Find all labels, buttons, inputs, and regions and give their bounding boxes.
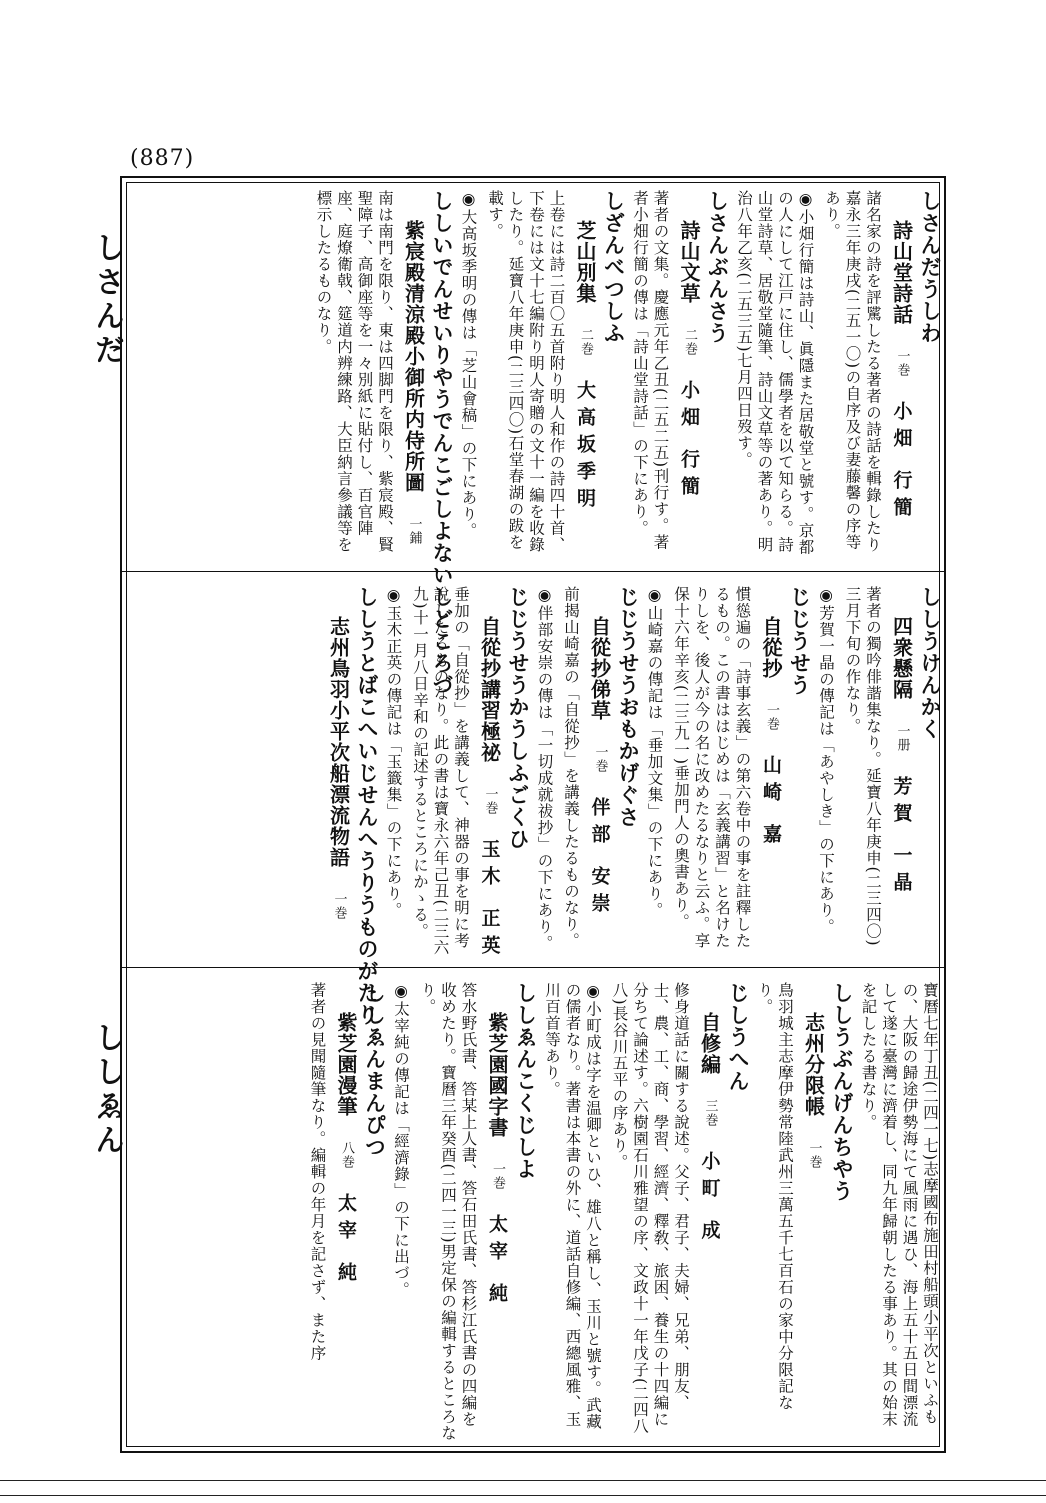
entry-description: 著者の文集。慶應元年乙丑(二五二五)刊行す。著者小畑行簡の傳は「詩山堂詩話」の下にあり。 bbox=[631, 190, 670, 551]
footer-rule bbox=[0, 1480, 1046, 1481]
entry-description: 著者の獨吟俳諧集なり。延寶八年庚申(二三四〇)三月下旬の作なり。 bbox=[843, 586, 882, 947]
entry-note: ◉太宰純の傳記は「經濟錄」の下に出づ。 bbox=[392, 982, 410, 1298]
entry-title-line bbox=[487, 982, 508, 1442]
footer-rule bbox=[0, 1495, 1046, 1496]
entry-author: 大高坂季明 bbox=[574, 380, 596, 515]
entry-description: 上卷には詩二百〇五首附り明人和作の詩四十首、下卷には文十七編附り明人寄贈の文十一編を收錄したり。延寶八年庚申(二三四〇)石堂春湖の跋を載す。 bbox=[486, 190, 566, 553]
dictionary-entry bbox=[542, 982, 749, 1442]
dictionary-entry bbox=[383, 586, 530, 962]
entry-reading: しさんだうしわ bbox=[918, 190, 942, 344]
section-bottom bbox=[301, 982, 940, 1442]
entry-reading: しざんべつしふ bbox=[601, 190, 626, 344]
entry-title-line bbox=[403, 190, 424, 565]
entry-title-line bbox=[575, 190, 596, 565]
entry-title: 志州鳥羽小平次船漂流物語 bbox=[326, 616, 351, 868]
entry-title-line bbox=[336, 982, 357, 1442]
entry-volumes: 一巻 bbox=[764, 703, 779, 731]
entry-title-line bbox=[477, 586, 502, 962]
entry-volumes: 一册 bbox=[894, 724, 910, 752]
side-label-bottom: ししゑん bbox=[89, 1022, 124, 1158]
dictionary-entry bbox=[326, 586, 379, 1026]
entry-title: 自從抄講習極祕 bbox=[477, 616, 502, 763]
entry-volumes: 一巻 bbox=[894, 349, 910, 377]
entry-title: 紫宸殿清涼殿小御所内侍所圖 bbox=[401, 220, 426, 493]
entry-author: 小町 成 bbox=[698, 1151, 721, 1247]
entry-author: 玉木 正英 bbox=[478, 839, 501, 962]
entry-title: 自從抄 bbox=[759, 616, 783, 679]
entry-description: 答水野氏書、答某上人書、答石田氏書、答杉江氏書の四編を收めたり。寶曆三年癸酉(二四一三)男定保の編輯するところなり。 bbox=[418, 982, 478, 1442]
entry-reading: ししうけんかく bbox=[918, 586, 942, 740]
dictionary-entry bbox=[754, 982, 852, 1442]
entry-title-line bbox=[699, 982, 720, 1442]
dictionary-entry bbox=[307, 982, 385, 1442]
entry-title: 紫芝園漫筆 bbox=[334, 1012, 358, 1117]
entry-reading: じしうへん bbox=[726, 982, 750, 1092]
entry-volumes: 二巻 bbox=[682, 328, 697, 356]
entry-reading: ししうぶんげんちやう bbox=[830, 982, 854, 1202]
entry-title-line bbox=[679, 190, 700, 565]
entry-description: 寶曆七年丁丑(二四一七)志摩國布施田村船頭小平次といふもの、大阪の歸途伊勢海にて風雨に遇ひ、海上五十五日間漂流して遂に臺灣に濟着し、同九年歸朝したる事あり。其の始末を記したる書なり。 bbox=[859, 982, 939, 1428]
entry-volumes: 八巻 bbox=[339, 1141, 354, 1169]
entry-volumes: 一巻 bbox=[331, 892, 347, 920]
entry-description: 諸名家の詩を評騭したる著者の詩話を輯錄したり嘉永三年庚戌(二五一〇)の自序及び妻藤馨の序等あり。 bbox=[823, 190, 882, 553]
entry-description: 前揭山崎嘉の「自從抄」を講義したるものなり。 bbox=[562, 586, 580, 949]
page-number: (887) bbox=[130, 146, 195, 171]
entry-title-line bbox=[761, 586, 782, 958]
entry-note: ◉山崎嘉の傳記は「垂加文集」の下にあり。 bbox=[645, 586, 664, 919]
entry-description: 修身道話に關する說述。父子、君子、夫婦、兄弟、朋友、士、農、工、商、學習、經濟、釋敎、旅困、養生の十四編に分ちて論述す。六樹園石川雅望の序、文政十一年戊子(二四八八)長谷川五平の序あり。 bbox=[610, 982, 690, 1435]
entry-title: 詩山文草 bbox=[677, 220, 701, 304]
entry-title-line bbox=[589, 586, 610, 958]
entry-title-line bbox=[328, 586, 349, 958]
section-middle bbox=[320, 586, 942, 1026]
entry-title-line bbox=[891, 190, 912, 565]
dictionary-entry bbox=[313, 190, 454, 696]
entry-description: 垂加の「自從抄」を講義して、神器の事を明に考說したるものなり。此の書は寶永六年己丑(二三六九)十一月八日辛和の記述するところにかゝる。 bbox=[411, 586, 470, 957]
side-label-top: しさんだ bbox=[89, 232, 124, 368]
entry-description: 鳥羽城主志摩伊勢常陸武州三萬五千七百石の家中分限記なり。 bbox=[755, 982, 794, 1411]
entry-title-line bbox=[891, 586, 912, 958]
dictionary-entry bbox=[534, 586, 638, 958]
entry-author: 小畑 行簡 bbox=[890, 401, 913, 524]
entry-author: 芳賀 一晶 bbox=[890, 776, 913, 899]
entry-description: 著者の見聞隨筆なり。編輯の年月を記さず、また序 bbox=[308, 982, 327, 1362]
entry-note: ◉芳賀一晶の傳記は「あやしき」の下にあり。 bbox=[817, 586, 835, 935]
entry-volumes: 一鋪 bbox=[406, 517, 422, 545]
dictionary-entry bbox=[391, 982, 536, 1442]
entry-author: 山崎 嘉 bbox=[760, 755, 782, 851]
entry-volumes: 一巻 bbox=[806, 1141, 822, 1169]
entry-volumes: 一巻 bbox=[592, 745, 608, 773]
entry-volumes: 三巻 bbox=[702, 1099, 718, 1127]
dictionary-entry bbox=[734, 190, 941, 565]
section-divider bbox=[120, 571, 946, 572]
entry-note: ◉大高坂季明の傳は「芝山會稿」の下にあり。 bbox=[459, 190, 478, 539]
entry-author: 小畑 行簡 bbox=[678, 380, 700, 503]
entry-note: ◉玉木正英の傳記は「玉籤集」の下にあり。 bbox=[384, 586, 403, 919]
entry-note: ◉小町成は字を温卿といひ、雄八と稱し、玉川と號す。武藏の儒者なり。著書は本書の外に、道話自修編、西總風雅、玉川百首等あり。 bbox=[543, 982, 602, 1430]
entry-description: 慣慫遍の「詩事玄義」の第六卷中の事を註釋したるもの。この書ははじめは「玄義講習」と名けたりしを、後人が今の名に改めたるなりと云ふ。享保十六年辛亥(二三九一)垂加門人の奧書あり。 bbox=[672, 586, 752, 949]
entry-volumes: 二巻 bbox=[578, 328, 593, 356]
entry-reading: ししいでんせいりやうでんこごしよないしどころづ bbox=[430, 190, 454, 696]
entry-author: 伴部 安崇 bbox=[588, 797, 611, 920]
dictionary-entry bbox=[458, 190, 624, 565]
entry-reading: じじうせうかうしふごくひ bbox=[506, 586, 530, 850]
entry-title: 自從抄俤草 bbox=[587, 616, 612, 721]
entry-title: 自修編 bbox=[697, 1012, 722, 1075]
entry-reading: ししゑんこくじしよ bbox=[513, 982, 538, 1180]
dictionary-entry bbox=[816, 586, 941, 958]
entry-reading: ししゑんまんぴつ bbox=[362, 982, 387, 1158]
entry-title-line bbox=[803, 982, 824, 1442]
entry-author: 太宰 純 bbox=[486, 1214, 508, 1310]
section-divider bbox=[120, 967, 946, 968]
entry-title: 志州分限帳 bbox=[801, 1012, 826, 1117]
dictionary-entry bbox=[630, 190, 728, 565]
dictionary-entry bbox=[858, 982, 940, 1442]
entry-title: 詩山堂詩話 bbox=[889, 220, 914, 325]
entry-note: ◉伴部安崇の傳は「一切成就祓抄」の下にあり。 bbox=[535, 586, 554, 952]
entry-reading: じじうせう bbox=[787, 586, 812, 696]
entry-title: 紫芝園國字書 bbox=[485, 1012, 509, 1138]
entry-author: 太宰 純 bbox=[335, 1193, 357, 1289]
entry-reading: ししうとばこへいじせんへうりうものがたり bbox=[355, 586, 379, 1026]
entry-title: 芝山別集 bbox=[573, 220, 597, 304]
entry-volumes: 一巻 bbox=[490, 1162, 505, 1190]
entry-reading: しさんぶんさう bbox=[705, 190, 730, 344]
entry-title: 四衆懸隔 bbox=[889, 616, 914, 700]
entry-volumes: 一巻 bbox=[482, 787, 498, 815]
entry-description: 南は南門を限り、東は四脚門を限り、紫宸殿、賢聖障子、高御座等を一々別紙に貼付し、百官陣座、庭燎衛戟、筵道内辨練路、大臣納言參議等を標示したるものなり。 bbox=[314, 190, 394, 553]
dictionary-entry bbox=[644, 586, 810, 958]
entry-note: ◉小畑行簡は詩山、眞隱また居敬堂と號す。京都の人にして江戸に住し、儒學者を以て知らる。詩山堂詩草、居敬堂隨筆、詩山文草等の著あり。明治八年乙亥(二五三五)七月四日歿す。 bbox=[735, 190, 815, 556]
entry-reading: じじうせうおもかげぐさ bbox=[616, 586, 640, 828]
